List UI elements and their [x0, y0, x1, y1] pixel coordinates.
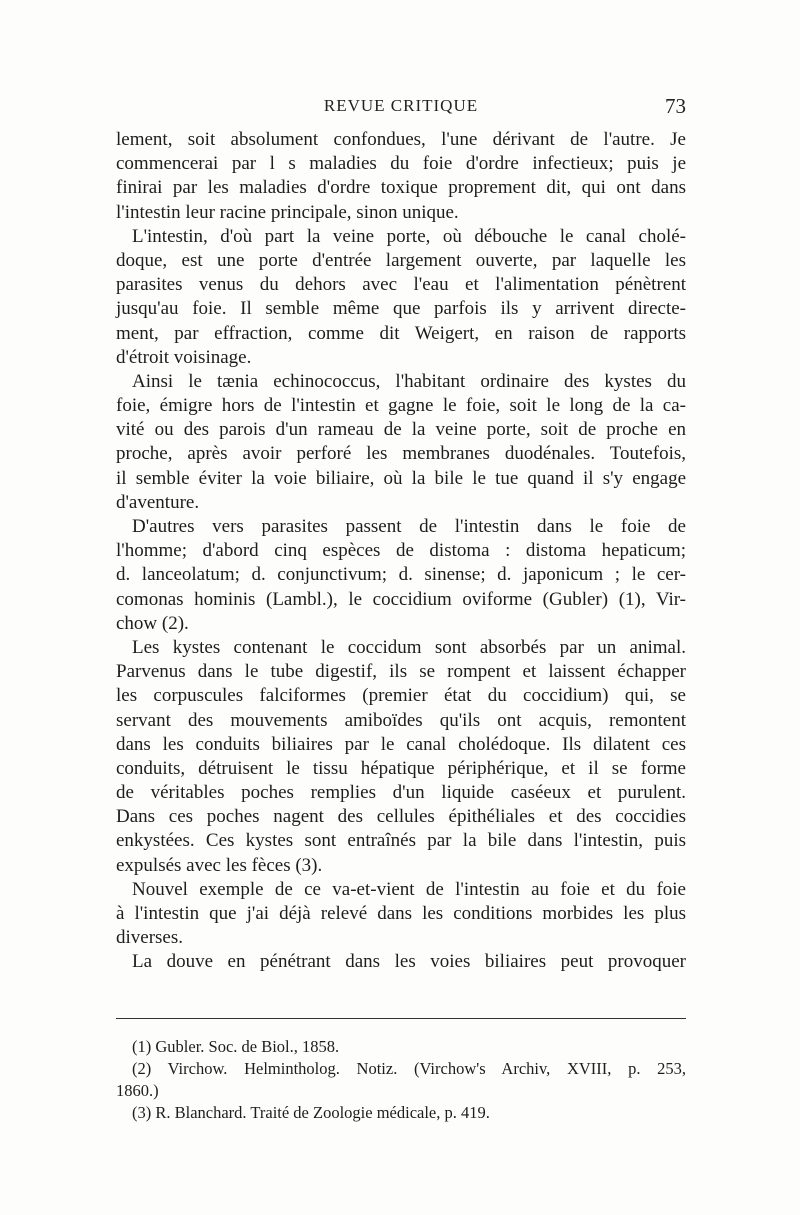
- text-line: Nouvel exemple de ce va-et-vient de l'intestin au foie et du foie: [132, 878, 686, 900]
- text-line: lement, soit absolument confondues, l'une dérivant de l'autre. Je: [116, 129, 686, 150]
- text-line: dans les conduits biliaires par le canal cholédoque. Ils dilatent ces: [116, 733, 686, 755]
- text-line: D'autres vers parasites passent de l'intestin dans le foie de: [132, 516, 686, 537]
- text-line: à l'intestin que j'ai déjà relevé dans les conditions morbides les plus: [116, 903, 686, 924]
- running-head: [116, 96, 686, 126]
- footnote-line: 1860.): [116, 1081, 159, 1100]
- text-line: de véritables poches remplies d'un liquide caséeux et purulent.: [116, 782, 686, 804]
- text-line: conduits, détruisent le tissu hépatique périphérique, et il se forme: [116, 757, 686, 779]
- text-line: l'homme; d'abord cinq espèces de distoma : distoma hepaticum;: [116, 540, 686, 562]
- text-line: d'aventure.: [116, 491, 200, 513]
- text-line: Parvenus dans le tube digestif, ils se rompent et laissent échapper: [116, 661, 686, 683]
- text-line: l'intestin leur racine principale, sinon unique.: [116, 201, 459, 223]
- text-line: d'étroit voisinage.: [116, 346, 252, 368]
- footnote-line: (2) Virchow. Helmintholog. Notiz. (Virchow's Archiv, XVIII, p. 253,: [132, 1059, 686, 1078]
- text-line: comonas hominis (Lambl.), le coccidium oviforme (Gubler) (1), Vir-: [116, 588, 686, 610]
- text-line: finirai par les maladies d'ordre toxique proprement dit, qui ont dans: [116, 177, 686, 199]
- footnote-line: (3) R. Blanchard. Traité de Zoologie médicale, p. 419.: [132, 1103, 490, 1122]
- text-line: La douve en pénétrant dans les voies biliaires peut provoquer: [132, 951, 686, 973]
- text-line: chow (2).: [116, 612, 189, 634]
- page-number: 73: [665, 94, 686, 118]
- text-line: jusqu'au foie. Il semble même que parfois ils y arrivent directe-: [116, 298, 686, 320]
- running-title: REVUE CRITIQUE: [323, 96, 479, 115]
- text-line: commencerai par l s maladies du foie d'ordre infectieux; puis je: [116, 153, 686, 175]
- text-line: doque, est une porte d'entrée largement ouverte, par laquelle les: [116, 249, 686, 271]
- text-line: diverses.: [116, 927, 184, 949]
- text-line: parasites venus du dehors avec l'eau et l'alimentation pénètrent: [116, 274, 686, 296]
- text-line: proche, après avoir perforé les membranes duodénales. Toutefois,: [116, 443, 686, 465]
- text-line: Les kystes contenant le coccidum sont absorbés par un animal.: [132, 636, 686, 658]
- text-line: il semble éviter la voie biliaire, où la bile le tue quand il s'y engage: [116, 467, 686, 489]
- footnote-rule: [116, 1018, 686, 1019]
- text-line: d. lanceolatum; d. conjunctivum; d. sinense; d. japonicum ; le cer-: [116, 564, 686, 586]
- text-line: expulsés avec les fèces (3).: [116, 854, 323, 876]
- text-line: enkystées. Ces kystes sont entraînés par la bile dans l'intestin, puis: [116, 830, 686, 852]
- text-line: vité ou des parois d'un rameau de la veine porte, soit de proche en: [116, 419, 686, 441]
- text-line: L'intestin, d'où part la veine porte, où débouche le canal cholé-: [132, 225, 686, 247]
- footnote-line: (1) Gubler. Soc. de Biol., 1858.: [132, 1037, 340, 1056]
- text-line: foie, émigre hors de l'intestin et gagne le foie, soit le long de la ca-: [116, 395, 686, 417]
- text-line: ment, par effraction, comme dit Weigert, en raison de rapports: [116, 322, 686, 344]
- text-line: Dans ces poches nagent des cellules épithéliales et des coccidies: [116, 806, 686, 828]
- text-line: les corpuscules falciformes (premier état du coccidium) qui, se: [116, 685, 686, 707]
- footnotes: [116, 1036, 686, 1124]
- text-line: servant des mouvements amiboïdes qu'ils ont acquis, remontent: [116, 709, 686, 731]
- body-text: [116, 128, 686, 975]
- text-line: Ainsi le tænia echinococcus, l'habitant ordinaire des kystes du: [132, 370, 686, 392]
